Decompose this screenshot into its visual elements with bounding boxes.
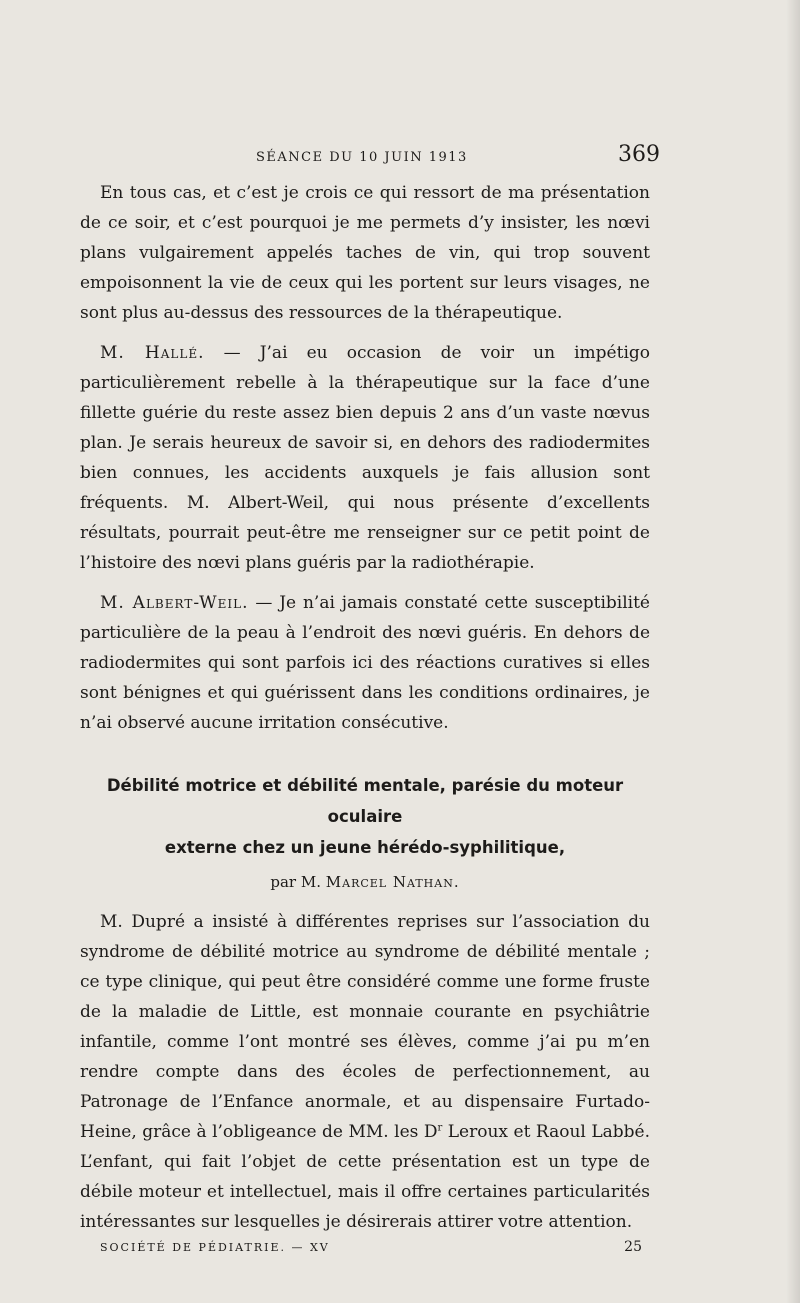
article-byline	[80, 869, 650, 895]
paragraph-halle	[80, 338, 650, 578]
article-body-part-1: M. Dupré a insisté à différentes reprises sur l’association du syndrome de débilité motrice au syndrome de débilité mentale ; ce type clinique, qui peut être considéré comme une forme fruste de la maladie de Little, est monnaie courante en psychiâtrie infantile, comme l’ont montré ses élèves, comme j’ai pu m’en rendre compte dans des écoles de perfectionnement, au Patronage de l’Enfance anormale, et au dispensaire Furtado-Heine, grâce à l’obligeance de MM. les D	[80, 912, 650, 1142]
article-body	[80, 907, 650, 1237]
halle-remark: — J’ai eu occasion de voir un impétigo particulièrement rebelle à la thérapeutique sur la face d’une fillette guérie du reste assez bien depuis 2 ans d’un vaste nœvus plan. Je serais heureux de savoir si, en dehors des radiodermites bien connues, les accidents auxquels je fais allusion sont fréquents. M. Albert-Weil, qui nous présente d’excellents résultats, pourrait peut-être me renseigner sur ce petit point de l’histoire des nœvi plans guéris par la radiothérapie.	[80, 343, 651, 573]
footer-signature: SOCIÉTÉ DE PÉDIATRIE. — XV	[100, 1241, 330, 1254]
doctor-abbrev-superscript: r	[437, 1122, 443, 1134]
page-edge-shadow	[786, 0, 800, 1303]
speaker-halle: M. Hallé.	[100, 343, 205, 363]
running-title: SÉANCE DU 10 JUIN 1913	[256, 150, 468, 165]
article-title-line-2: externe chez un jeune hérédo-syphilitique,	[164, 838, 566, 857]
article-title	[80, 770, 650, 863]
speaker-albert-weil: M. Albert-Weil.	[100, 593, 249, 613]
article-title-line-1: Débilité motrice et débilité mentale, parésie du moteur oculaire	[106, 776, 624, 826]
byline-author: Marcel Nathan.	[325, 873, 460, 891]
albert-weil-remark: — Je n’ai jamais constaté cette susceptibilité particulière de la peau à l’endroit des nœvi guéris. En dehors de radiodermites qui sont parfois ici des réactions curatives si elles sont bénignes et qui guérissent dans les conditions ordinaires, je n’ai observé aucune irritation consécutive.	[80, 593, 650, 733]
running-head	[80, 138, 660, 172]
byline-prefix: par M.	[270, 873, 326, 891]
paragraph-conclusion: En tous cas, et c’est je crois ce qui ressort de ma présentation de ce soir, et c’est pourquoi je me permets d’y insister, les nœvi plans vulgairement appelés taches de vin, qui trop souvent empoisonnent la vie de ceux qui les portent sur leurs visages, ne sont plus au-dessus des ressources de la thérapeutique.	[80, 183, 650, 323]
footer-sheet-number: 25	[624, 1239, 642, 1255]
page-footer	[80, 1239, 650, 1263]
article-body-part-2: Leroux et Raoul Labbé. L’enfant, qui fait l’objet de cette présentation est un type de débile moteur et intellectuel, mais il offre certaines particularités intéressantes sur lesquelles je désirerais attirer votre attention.	[80, 1122, 650, 1232]
paragraph-albert-weil	[80, 588, 650, 738]
page-number: 369	[618, 142, 660, 167]
book-page	[80, 138, 660, 1263]
